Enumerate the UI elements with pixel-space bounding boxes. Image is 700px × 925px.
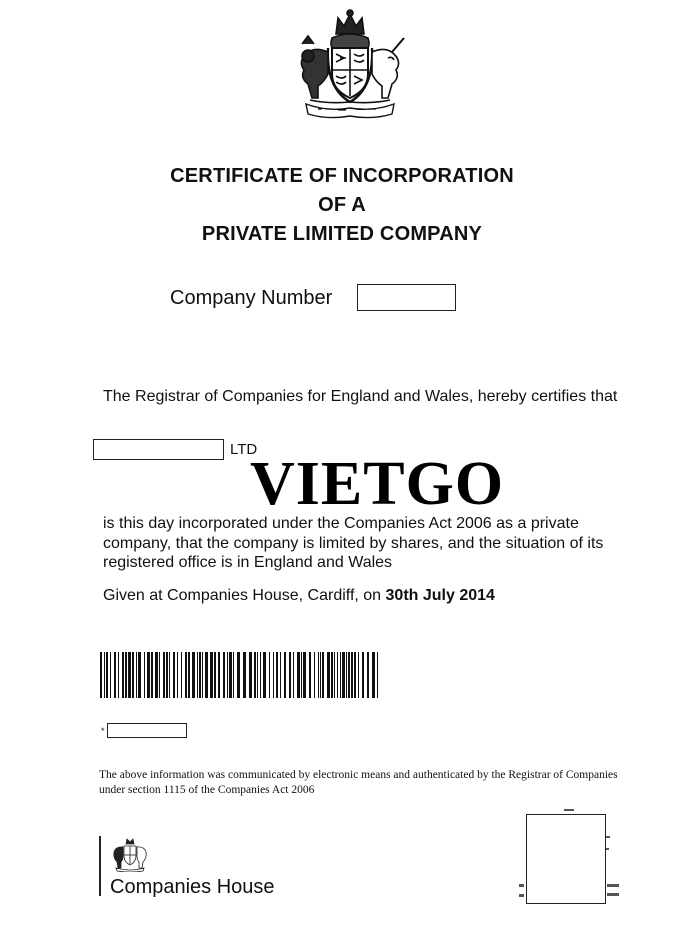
barcode-bar	[280, 652, 281, 698]
barcode-bar	[233, 652, 234, 698]
reference-redacted-box	[107, 723, 187, 738]
barcode-bar	[243, 652, 246, 698]
royal-coat-of-arms-icon	[288, 8, 412, 120]
barcode-bar	[104, 652, 105, 698]
barcode-bar	[377, 652, 378, 698]
barcode-bar	[151, 652, 153, 698]
barcode-bar	[177, 652, 178, 698]
barcode-bar	[173, 652, 175, 698]
barcode-bar	[144, 652, 145, 698]
certificate-title: CERTIFICATE OF INCORPORATION OF A PRIVATE LIMITED COMPANY	[170, 165, 514, 245]
barcode-bar	[227, 652, 228, 698]
barcode-bar	[138, 652, 141, 698]
barcode-bar	[205, 652, 208, 698]
barcode-bar	[132, 652, 134, 698]
speck	[519, 894, 524, 897]
given-date: 30th July 2014	[385, 587, 495, 604]
barcode-bar	[100, 652, 102, 698]
barcode-bar	[136, 652, 137, 698]
speck	[519, 884, 524, 887]
barcode-bar	[362, 652, 364, 698]
companies-house-crest-icon	[110, 838, 150, 872]
barcode-bar	[340, 652, 341, 698]
barcode-bar	[147, 652, 150, 698]
barcode-bar	[257, 652, 258, 698]
barcode-bar	[214, 652, 216, 698]
company-suffix: LTD	[230, 441, 258, 458]
barcode-bar	[122, 652, 124, 698]
barcode-bar	[276, 652, 278, 698]
barcode-bar	[197, 652, 198, 698]
barcode-bar	[297, 652, 300, 698]
barcode-bar	[192, 652, 195, 698]
barcode-bar	[372, 652, 375, 698]
barcode-bar	[322, 652, 324, 698]
barcode-bar	[166, 652, 168, 698]
barcode-bar	[367, 652, 369, 698]
incorporation-statement: is this day incorporated under the Companies Act 2006 as a private company, that the company is limited by shares, and the situation of its registered office is in England and Wales	[103, 515, 604, 571]
barcode-bar	[118, 652, 119, 698]
barcode-bar	[254, 652, 256, 698]
authentication-footnote: The above information was communicated by electronic means and authenticated by the Registrar of Companies under section 1115 of the Companies Act 2006	[99, 769, 618, 796]
barcode-bar	[351, 652, 353, 698]
barcode-bar	[301, 652, 302, 698]
barcode-bar	[273, 652, 274, 698]
barcode-bar	[199, 652, 201, 698]
company-name-redacted-box	[93, 439, 224, 460]
barcode-bar	[303, 652, 306, 698]
speck	[606, 836, 610, 838]
registrar-statement: The Registrar of Companies for England and Wales, hereby certifies that	[103, 388, 618, 405]
barcode-bar	[334, 652, 335, 698]
barcode-bar	[223, 652, 225, 698]
barcode-bar	[358, 652, 359, 698]
given-at-line	[103, 587, 495, 605]
barcode-bar	[327, 652, 330, 698]
barcode-bar	[320, 652, 321, 698]
barcode-bar	[314, 652, 315, 698]
barcode-bar	[237, 652, 240, 698]
barcode-bar	[309, 652, 311, 698]
barcode-bar	[289, 652, 291, 698]
company-number-label: Company Number	[170, 287, 333, 309]
barcode-bar	[110, 652, 111, 698]
given-at-text: Given at Companies House, Cardiff, on	[103, 587, 386, 604]
barcode-bar	[169, 652, 170, 698]
barcode-bar	[337, 652, 338, 698]
company-number-redacted-box	[357, 284, 456, 311]
logo-divider	[99, 836, 101, 896]
barcode-bar	[218, 652, 220, 698]
speck	[606, 848, 609, 850]
barcode-bar	[284, 652, 286, 698]
barcode-bar	[269, 652, 270, 698]
barcode-bar	[114, 652, 116, 698]
barcode-bar	[331, 652, 333, 698]
barcode-bar	[342, 652, 345, 698]
speck	[607, 893, 619, 896]
barcode-bar	[181, 652, 182, 698]
barcode-bar	[260, 652, 261, 698]
barcode-bar	[263, 652, 266, 698]
barcode-bar	[354, 652, 356, 698]
barcode-bar	[210, 652, 213, 698]
barcode-bar	[128, 652, 131, 698]
barcode-bar	[229, 652, 232, 698]
barcode-bar	[125, 652, 127, 698]
reference-mark: *	[101, 726, 105, 736]
companies-house-logo-text: Companies House	[110, 876, 275, 898]
barcode-bar	[293, 652, 294, 698]
barcode-bar	[106, 652, 108, 698]
signature-redacted-box	[526, 814, 606, 904]
barcode-bar	[346, 652, 347, 698]
speck	[564, 809, 574, 811]
barcode-bar	[188, 652, 190, 698]
barcode-bar	[163, 652, 165, 698]
barcode-bar	[185, 652, 187, 698]
barcode-bar	[348, 652, 350, 698]
barcode-bar	[318, 652, 319, 698]
speck	[607, 884, 619, 887]
barcode-bar	[159, 652, 160, 698]
barcode-bar	[249, 652, 252, 698]
watermark: VIETGO	[250, 450, 505, 518]
barcode	[100, 652, 380, 698]
barcode-bar	[202, 652, 203, 698]
barcode-bar	[155, 652, 158, 698]
